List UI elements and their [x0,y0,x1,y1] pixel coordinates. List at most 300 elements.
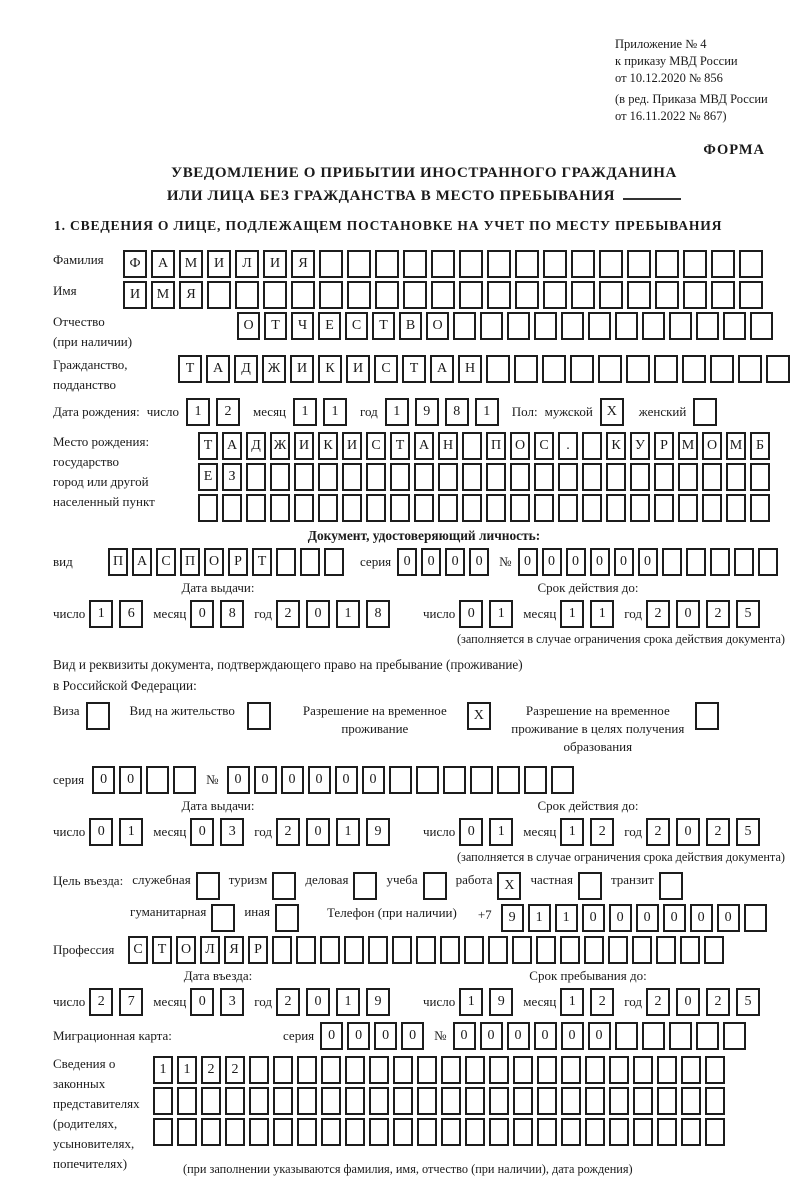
birth-place-cells-row3[interactable] [198,494,774,522]
char-cell[interactable]: Т [402,355,426,383]
char-cell[interactable]: А [414,432,434,460]
purpose-private-checkbox[interactable] [578,872,602,900]
char-cell[interactable] [321,1087,341,1115]
char-cell[interactable] [246,463,266,491]
char-cell[interactable]: 0 [459,600,483,628]
char-cell[interactable]: 3 [220,988,244,1016]
char-cell[interactable] [342,494,362,522]
char-cell[interactable]: Т [198,432,218,460]
char-cell[interactable]: 1 [489,818,513,846]
char-cell[interactable] [734,548,754,576]
char-cell[interactable] [276,548,296,576]
char-cell[interactable] [173,766,196,794]
char-cell[interactable]: Р [248,936,268,964]
char-cell[interactable]: 1 [555,904,578,932]
char-cell[interactable] [273,1087,293,1115]
char-cell[interactable] [669,1022,692,1050]
char-cell[interactable]: 0 [590,548,610,576]
char-cell[interactable]: 8 [445,398,469,426]
char-cell[interactable] [534,312,557,340]
char-cell[interactable]: 0 [614,548,634,576]
char-cell[interactable] [225,1118,245,1146]
doc-series-cells[interactable] [397,548,493,576]
char-cell[interactable]: 5 [736,600,760,628]
char-cell[interactable] [739,250,763,278]
residence-expiry-year-cells[interactable] [646,818,766,846]
char-cell[interactable] [201,1087,221,1115]
char-cell[interactable] [750,494,770,522]
char-cell[interactable]: 8 [220,600,244,628]
char-cell[interactable] [696,1022,719,1050]
char-cell[interactable]: Т [178,355,202,383]
char-cell[interactable]: 0 [561,1022,584,1050]
char-cell[interactable] [669,312,692,340]
char-cell[interactable]: 2 [590,818,614,846]
char-cell[interactable]: 0 [421,548,441,576]
char-cell[interactable]: 0 [638,548,658,576]
char-cell[interactable] [654,355,678,383]
char-cell[interactable] [627,250,651,278]
char-cell[interactable] [431,281,455,309]
char-cell[interactable] [318,463,338,491]
char-cell[interactable] [318,494,338,522]
char-cell[interactable] [558,463,578,491]
birth-year-cells[interactable] [385,398,505,426]
char-cell[interactable]: И [263,250,287,278]
char-cell[interactable]: 0 [227,766,250,794]
char-cell[interactable]: 0 [190,988,214,1016]
char-cell[interactable]: 1 [489,600,513,628]
char-cell[interactable] [738,355,762,383]
char-cell[interactable] [702,463,722,491]
patronymic-cells[interactable] [237,312,777,340]
char-cell[interactable] [705,1056,725,1084]
char-cell[interactable]: П [486,432,506,460]
char-cell[interactable]: 0 [190,818,214,846]
char-cell[interactable] [296,936,316,964]
char-cell[interactable]: 0 [374,1022,397,1050]
char-cell[interactable]: 0 [480,1022,503,1050]
char-cell[interactable]: 1 [177,1056,197,1084]
char-cell[interactable]: 0 [676,988,700,1016]
char-cell[interactable] [654,494,674,522]
char-cell[interactable]: 1 [119,818,143,846]
char-cell[interactable]: С [534,432,554,460]
char-cell[interactable] [654,463,674,491]
char-cell[interactable] [609,1118,629,1146]
char-cell[interactable]: 0 [445,548,465,576]
char-cell[interactable] [726,494,746,522]
char-cell[interactable]: Т [372,312,395,340]
char-cell[interactable] [417,1118,437,1146]
char-cell[interactable] [345,1056,365,1084]
char-cell[interactable]: Л [235,250,259,278]
char-cell[interactable]: 0 [518,548,538,576]
char-cell[interactable]: 1 [385,398,409,426]
char-cell[interactable] [366,494,386,522]
char-cell[interactable] [561,1087,581,1115]
char-cell[interactable]: И [290,355,314,383]
char-cell[interactable] [632,936,652,964]
char-cell[interactable] [319,281,343,309]
char-cell[interactable] [705,1087,725,1115]
char-cell[interactable] [459,281,483,309]
char-cell[interactable]: О [237,312,260,340]
char-cell[interactable] [582,432,602,460]
doc-issue-month-cells[interactable] [190,600,250,628]
purpose-study-checkbox[interactable] [423,872,447,900]
char-cell[interactable] [465,1056,485,1084]
char-cell[interactable]: Т [152,936,172,964]
char-cell[interactable] [524,766,547,794]
char-cell[interactable] [465,1118,485,1146]
char-cell[interactable] [235,281,259,309]
char-cell[interactable] [537,1056,557,1084]
char-cell[interactable] [462,463,482,491]
char-cell[interactable]: 1 [293,398,317,426]
char-cell[interactable]: 9 [501,904,524,932]
char-cell[interactable] [758,548,778,576]
char-cell[interactable] [453,312,476,340]
char-cell[interactable] [599,250,623,278]
residence-expiry-day-cells[interactable] [459,818,519,846]
char-cell[interactable]: 2 [276,818,300,846]
char-cell[interactable]: 1 [560,600,584,628]
char-cell[interactable]: 1 [560,988,584,1016]
purpose-business-checkbox[interactable] [353,872,377,900]
char-cell[interactable]: 9 [415,398,439,426]
char-cell[interactable] [222,494,242,522]
char-cell[interactable] [470,766,493,794]
char-cell[interactable] [403,250,427,278]
char-cell[interactable] [375,250,399,278]
char-cell[interactable]: 0 [335,766,358,794]
char-cell[interactable]: 1 [560,818,584,846]
doc-expiry-month-cells[interactable] [560,600,620,628]
char-cell[interactable] [606,463,626,491]
sex-female-checkbox[interactable] [693,398,717,426]
char-cell[interactable] [512,936,532,964]
temp-residence-education-checkbox[interactable] [695,702,719,730]
char-cell[interactable]: Т [264,312,287,340]
char-cell[interactable]: О [204,548,224,576]
char-cell[interactable]: 2 [216,398,240,426]
migration-series-cells[interactable] [320,1022,428,1050]
doc-expiry-year-cells[interactable] [646,600,766,628]
char-cell[interactable] [507,312,530,340]
char-cell[interactable] [585,1118,605,1146]
stay-until-day-cells[interactable] [459,988,519,1016]
char-cell[interactable] [392,936,412,964]
char-cell[interactable]: 0 [690,904,713,932]
char-cell[interactable] [584,936,604,964]
char-cell[interactable]: 1 [590,600,614,628]
char-cell[interactable]: 0 [190,600,214,628]
char-cell[interactable]: 1 [528,904,551,932]
char-cell[interactable]: Л [200,936,220,964]
char-cell[interactable]: 2 [89,988,113,1016]
char-cell[interactable]: М [179,250,203,278]
char-cell[interactable] [681,1056,701,1084]
char-cell[interactable]: 5 [736,988,760,1016]
char-cell[interactable]: 0 [308,766,331,794]
char-cell[interactable] [571,250,595,278]
char-cell[interactable]: 2 [590,988,614,1016]
char-cell[interactable]: З [222,463,242,491]
entry-year-cells[interactable] [276,988,396,1016]
char-cell[interactable] [414,494,434,522]
char-cell[interactable] [441,1056,461,1084]
birth-place-cells-row1[interactable] [198,432,774,460]
char-cell[interactable] [263,281,287,309]
char-cell[interactable] [704,936,724,964]
char-cell[interactable] [655,281,679,309]
char-cell[interactable] [497,766,520,794]
char-cell[interactable] [375,281,399,309]
char-cell[interactable] [534,494,554,522]
purpose-tourism-checkbox[interactable] [272,872,296,900]
char-cell[interactable] [319,250,343,278]
doc-expiry-day-cells[interactable] [459,600,519,628]
char-cell[interactable]: Н [458,355,482,383]
char-cell[interactable] [272,936,292,964]
char-cell[interactable] [681,1087,701,1115]
purpose-work-checkbox[interactable]: X [497,872,521,900]
char-cell[interactable]: 0 [119,766,142,794]
char-cell[interactable]: С [345,312,368,340]
char-cell[interactable] [657,1087,677,1115]
char-cell[interactable]: 1 [186,398,210,426]
char-cell[interactable] [702,494,722,522]
char-cell[interactable] [627,281,651,309]
char-cell[interactable] [273,1056,293,1084]
char-cell[interactable]: И [342,432,362,460]
stay-until-year-cells[interactable] [646,988,766,1016]
char-cell[interactable]: Т [252,548,272,576]
char-cell[interactable] [536,936,556,964]
char-cell[interactable]: 0 [347,1022,370,1050]
char-cell[interactable]: Д [246,432,266,460]
char-cell[interactable] [513,1087,533,1115]
char-cell[interactable]: 0 [92,766,115,794]
char-cell[interactable]: К [318,355,342,383]
char-cell[interactable]: 0 [362,766,385,794]
birth-day-cells[interactable] [186,398,246,426]
char-cell[interactable] [198,494,218,522]
char-cell[interactable]: 0 [306,988,330,1016]
char-cell[interactable]: Е [318,312,341,340]
char-cell[interactable]: 0 [320,1022,343,1050]
char-cell[interactable] [678,494,698,522]
char-cell[interactable] [599,281,623,309]
char-cell[interactable] [443,766,466,794]
char-cell[interactable] [710,548,730,576]
char-cell[interactable] [297,1056,317,1084]
char-cell[interactable] [368,936,388,964]
char-cell[interactable] [347,250,371,278]
char-cell[interactable]: 1 [323,398,347,426]
char-cell[interactable] [750,463,770,491]
char-cell[interactable]: П [180,548,200,576]
char-cell[interactable] [608,936,628,964]
char-cell[interactable] [561,312,584,340]
char-cell[interactable]: М [678,432,698,460]
char-cell[interactable] [750,312,773,340]
char-cell[interactable] [345,1087,365,1115]
char-cell[interactable] [249,1087,269,1115]
char-cell[interactable] [273,1118,293,1146]
char-cell[interactable]: 0 [254,766,277,794]
char-cell[interactable]: Ж [262,355,286,383]
char-cell[interactable]: А [151,250,175,278]
char-cell[interactable] [696,312,719,340]
char-cell[interactable] [297,1087,317,1115]
char-cell[interactable]: О [702,432,722,460]
char-cell[interactable] [441,1087,461,1115]
char-cell[interactable] [486,463,506,491]
residence-issue-year-cells[interactable] [276,818,396,846]
char-cell[interactable]: 1 [336,818,360,846]
purpose-official-checkbox[interactable] [196,872,220,900]
char-cell[interactable] [414,463,434,491]
representatives-cells-row3[interactable] [153,1118,729,1146]
char-cell[interactable] [515,250,539,278]
char-cell[interactable]: 0 [459,818,483,846]
char-cell[interactable]: И [123,281,147,309]
char-cell[interactable]: 2 [201,1056,221,1084]
char-cell[interactable] [609,1056,629,1084]
char-cell[interactable] [537,1118,557,1146]
profession-cells[interactable] [128,936,728,964]
char-cell[interactable] [582,463,602,491]
char-cell[interactable] [403,281,427,309]
char-cell[interactable] [291,281,315,309]
char-cell[interactable] [389,766,412,794]
citizenship-cells[interactable] [178,355,794,383]
stay-until-month-cells[interactable] [560,988,620,1016]
residence-number-cells[interactable] [227,766,578,794]
char-cell[interactable] [270,494,290,522]
char-cell[interactable] [633,1087,653,1115]
char-cell[interactable] [680,936,700,964]
char-cell[interactable] [633,1118,653,1146]
char-cell[interactable]: С [374,355,398,383]
entry-day-cells[interactable] [89,988,149,1016]
residence-series-cells[interactable] [92,766,200,794]
doc-issue-day-cells[interactable] [89,600,149,628]
doc-issue-year-cells[interactable] [276,600,396,628]
char-cell[interactable] [626,355,650,383]
char-cell[interactable] [570,355,594,383]
char-cell[interactable] [633,1056,653,1084]
char-cell[interactable]: 0 [401,1022,424,1050]
char-cell[interactable] [630,463,650,491]
char-cell[interactable]: Н [438,432,458,460]
char-cell[interactable] [369,1118,389,1146]
char-cell[interactable] [342,463,362,491]
char-cell[interactable]: А [132,548,152,576]
char-cell[interactable] [488,936,508,964]
char-cell[interactable]: К [318,432,338,460]
char-cell[interactable] [347,281,371,309]
char-cell[interactable] [201,1118,221,1146]
char-cell[interactable] [462,432,482,460]
char-cell[interactable] [551,766,574,794]
char-cell[interactable]: 2 [646,600,670,628]
residence-issue-month-cells[interactable] [190,818,250,846]
purpose-other-checkbox[interactable] [275,904,299,932]
char-cell[interactable]: 0 [663,904,686,932]
char-cell[interactable]: Я [179,281,203,309]
char-cell[interactable]: И [346,355,370,383]
char-cell[interactable]: 0 [469,548,489,576]
char-cell[interactable]: 0 [717,904,740,932]
representatives-cells-row2[interactable] [153,1087,729,1115]
char-cell[interactable] [582,494,602,522]
char-cell[interactable] [561,1056,581,1084]
char-cell[interactable] [486,355,510,383]
sex-male-checkbox[interactable]: X [600,398,624,426]
char-cell[interactable] [655,250,679,278]
char-cell[interactable] [489,1056,509,1084]
char-cell[interactable]: 2 [706,818,730,846]
char-cell[interactable]: 2 [646,988,670,1016]
char-cell[interactable]: 1 [153,1056,173,1084]
char-cell[interactable] [683,281,707,309]
char-cell[interactable] [683,250,707,278]
char-cell[interactable]: 1 [459,988,483,1016]
char-cell[interactable] [744,904,767,932]
entry-month-cells[interactable] [190,988,250,1016]
char-cell[interactable] [294,494,314,522]
char-cell[interactable] [489,1118,509,1146]
char-cell[interactable] [393,1087,413,1115]
char-cell[interactable] [489,1087,509,1115]
phone-cells[interactable] [501,904,771,932]
char-cell[interactable] [438,463,458,491]
char-cell[interactable] [598,355,622,383]
char-cell[interactable] [656,936,676,964]
char-cell[interactable] [543,250,567,278]
temp-residence-checkbox[interactable]: X [467,702,491,730]
char-cell[interactable] [320,936,340,964]
char-cell[interactable]: Е [198,463,218,491]
char-cell[interactable] [417,1056,437,1084]
purpose-transit-checkbox[interactable] [659,872,683,900]
doc-number-cells[interactable] [518,548,782,576]
char-cell[interactable]: 6 [119,600,143,628]
char-cell[interactable]: Б [750,432,770,460]
char-cell[interactable]: 2 [706,600,730,628]
char-cell[interactable] [642,1022,665,1050]
char-cell[interactable]: Ч [291,312,314,340]
char-cell[interactable] [246,494,266,522]
char-cell[interactable] [515,281,539,309]
char-cell[interactable]: 1 [475,398,499,426]
char-cell[interactable] [416,936,436,964]
char-cell[interactable]: 1 [336,988,360,1016]
char-cell[interactable] [615,1022,638,1050]
char-cell[interactable]: 0 [566,548,586,576]
char-cell[interactable] [344,936,364,964]
char-cell[interactable] [726,463,746,491]
residence-issue-day-cells[interactable] [89,818,149,846]
birth-month-cells[interactable] [293,398,353,426]
char-cell[interactable]: В [399,312,422,340]
char-cell[interactable] [588,312,611,340]
char-cell[interactable] [153,1118,173,1146]
char-cell[interactable] [207,281,231,309]
